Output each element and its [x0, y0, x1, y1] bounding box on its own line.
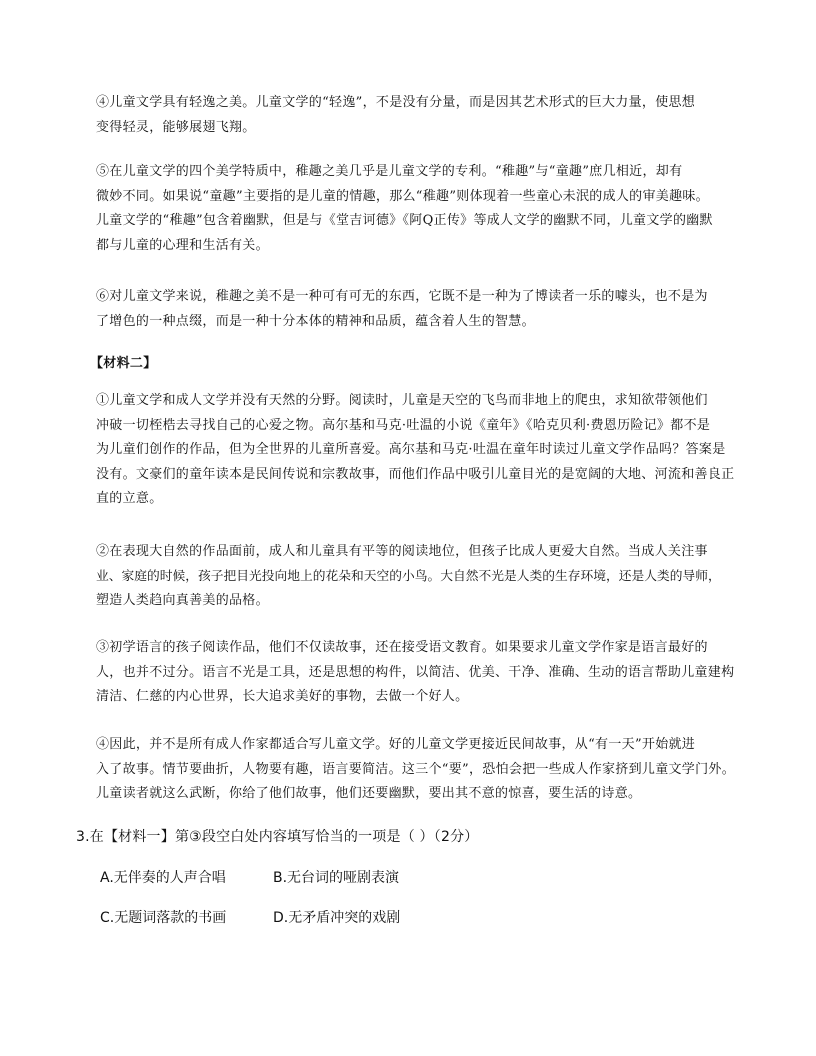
material-two-paragraph-4 [96, 733, 746, 807]
text-line: ⑥对儿童文学来说，稚趣之美不是一种可有可无的东西，它既不是一种为了博读者一乐的噱头，也不是为 [96, 289, 708, 304]
text-line: 变得轻灵，能够展翅飞翔。 [96, 119, 256, 135]
material-one-paragraph-6 [96, 285, 746, 334]
option-d[interactable]: D.无矛盾冲突的戏剧 [273, 910, 401, 926]
text-line: 塑造人类趋向真善美的品格。 [96, 593, 269, 608]
material-two-paragraph-1 [96, 389, 746, 512]
text-line: 了增色的一种点缀，而是一种十分本体的精神和品质，蕴含着人生的智慧。 [96, 313, 535, 329]
text-line: ④因此，并不是所有成人作家都适合写儿童文学。好的儿童文学更接近民间故事，从“有一天”开始就进 [96, 737, 696, 752]
text-line: ③初学语言的孩子阅读作品，他们不仅读故事，还在接受语文教育。如果要求儿童文学作家是语言最好的 [96, 640, 708, 655]
text-line: 清洁、仁慈的内心世界，长大追求美好的事物，去做一个好人。 [96, 689, 469, 704]
text-line: ②在表现大自然的作品面前，成人和儿童具有平等的阅读地位，但孩子比成人更爱大自然。当成人关注事 [96, 544, 708, 559]
text-line: ①儿童文学和成人文学并没有天然的分野。阅读时，儿童是天空的飞鸟而非地上的爬虫，求知欲带领他们 [96, 393, 708, 408]
question-3-stem: 3.在【材料一】第③段空白处内容填写恰当的一项是（ ）（2分） [76, 829, 479, 845]
material-two-paragraph-2 [96, 540, 746, 614]
option-a[interactable]: A.无伴奏的人声合唱 [100, 870, 226, 886]
text-line: 冲破一切桎梏去寻找自己的心爱之物。高尔基和马克·吐温的小说《童年》《哈克贝利·费恩历险记》都不是 [96, 417, 711, 433]
text-line: 都与儿童的心理和生活有关。 [96, 237, 269, 253]
text-line: 入了故事。情节要曲折，人物要有趣，语言要简洁。这三个“要”，恐怕会把一些成人作家挤到儿童文学门外。 [96, 761, 735, 777]
material-one-paragraph-4 [96, 91, 746, 140]
text-line: ④儿童文学具有轻逸之美。儿童文学的“轻逸”，不是没有分量，而是因其艺术形式的巨大力量，使思想 [96, 95, 696, 110]
text-line: 没有。文豪们的童年读本是民间传说和宗教故事，而他们作品中吸引儿童目光的是宽阔的大地、河流和善良正 [96, 466, 735, 482]
material-one-paragraph-5 [96, 160, 746, 258]
option-b[interactable]: B.无台词的哑剧表演 [273, 870, 400, 886]
material-two-paragraph-3 [96, 636, 746, 710]
text-line: ⑤在儿童文学的四个美学特质中，稚趣之美几乎是儿童文学的专利。“稚趣”与“童趣”庶几相近，却有 [96, 164, 683, 179]
text-line: 儿童文学的“稚趣”包含着幽默，但是与《堂吉诃德》《阿Q正传》等成人文学的幽默不同，儿童文学的幽默 [96, 213, 713, 228]
text-line: 儿童读者就这么武断，你给了他们故事，他们还要幽默，要出其不意的惊喜，要生活的诗意。 [96, 786, 642, 801]
text-line: 人，也并不过分。语言不光是工具，还是思想的构件，以简洁、优美、干净、准确、生动的语言帮助儿童建构 [96, 664, 735, 680]
option-c[interactable]: C.无题词落款的书画 [100, 910, 227, 926]
text-line: 为儿童们创作的作品，但为全世界的儿童所喜爱。高尔基和马克·吐温在童年时读过儿童文学作品吗？答案是 [96, 442, 726, 457]
text-line: 微妙不同。如果说“童趣”主要指的是儿童的情趣，那么“稚趣”则体现着一些童心未泯的成人的审美趣味。 [96, 188, 709, 204]
material-two-heading: 【材料二】 [90, 356, 157, 371]
text-line: 业、家庭的时候，孩子把目光投向地上的花朵和天空的小鸟。大自然不光是人类的生存环境，还是人类的导师， [96, 568, 721, 584]
text-line: 直的立意。 [96, 491, 163, 506]
